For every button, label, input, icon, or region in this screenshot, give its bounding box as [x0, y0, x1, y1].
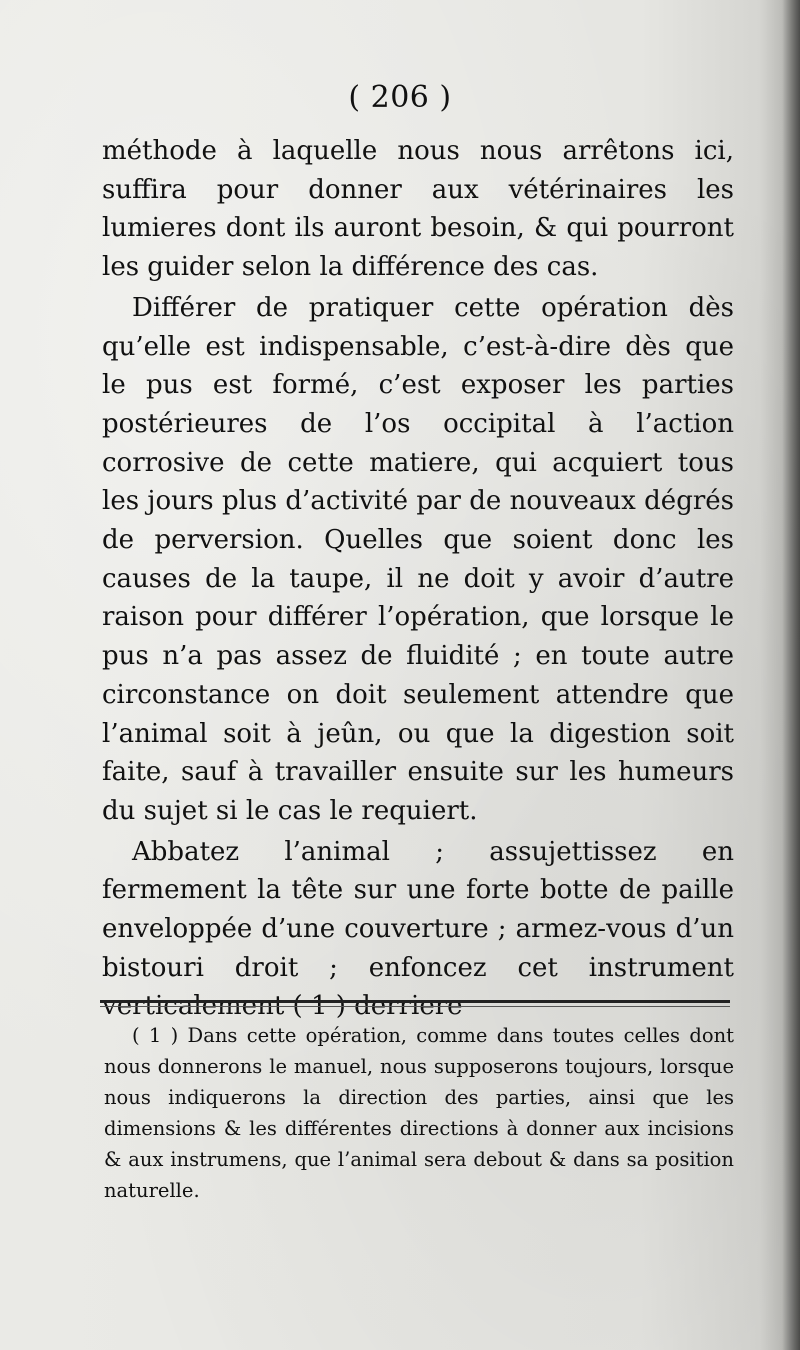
page-edge-shadow: [782, 0, 800, 1350]
paragraph-continued: méthode à laquelle nous nous arrêtons ici, suffira pour donner aux vétérinaires les lumieres dont ils auront besoin, & qui pourront les guider selon la différence des cas.: [102, 136, 734, 283]
paragraph: Différer de pratiquer cette opération dès qu’elle est indispensable, c’est-à-dire dès que le pus est formé, c’est exposer les parties postérieures de l’os occipital à l’action corrosive de cette matiere, qui acquiert tous les jours plus d’activité par de nouveaux dégrés de perversion. Quelles que soient donc les causes de la taupe, il ne doit y avoir d’autre raison pour différer l’opération, que lorsque le pus n’a pas assez de fluidité ; en toute autre circonstance on doit seulement attendre que l’animal soit à jeûn, ou que la digestion soit faite, sauf à travailler ensuite sur les humeurs du sujet si le cas le requiert.: [102, 292, 734, 826]
footnote-rule-thin: [100, 1006, 730, 1007]
body-text: [102, 132, 734, 1026]
paragraph: Abbatez l’animal ; assujettissez en fermement la tête sur une forte botte de paille enveloppée d’une couverture ; armez-vous d’un bistouri droit ; enfoncez cet instrument verticalement ( 1 ) derriere: [102, 836, 734, 1022]
page-number: ( 206 ): [348, 80, 452, 115]
footnote: ( 1 ) Dans cette opération, comme dans toutes celles dont nous donnerons le manuel, nous supposerons toujours, lorsque nous indiquerons la direction des parties, ainsi que les dimensions & les différentes directions à donner aux incisions & aux instrumens, que l’animal sera debout & dans sa position naturelle.: [104, 1024, 734, 1202]
footnote-rule: [100, 1000, 730, 1003]
